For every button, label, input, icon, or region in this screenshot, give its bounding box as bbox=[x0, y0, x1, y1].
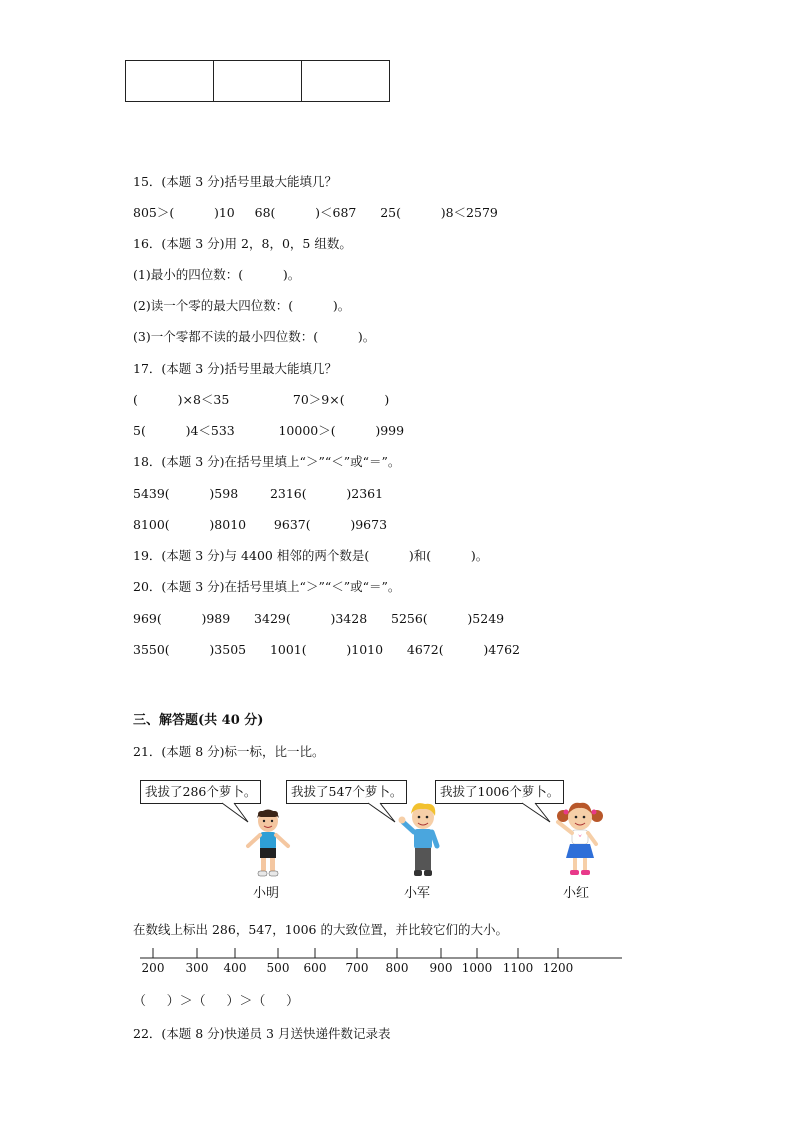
q17-line2[interactable]: 5( )4＜533 10000＞( )999 bbox=[133, 423, 405, 438]
q17-title: 17．(本题 3 分)括号里最大能填几？ bbox=[133, 361, 338, 376]
q15-line1[interactable]: 805＞( )10 68( )＜687 25( )8＜2579 bbox=[133, 205, 498, 220]
name-xiaoming: 小明 bbox=[253, 886, 280, 901]
q20-title: 20．(本题 3 分)在括号里填上“＞”“＜”或“＝”。 bbox=[133, 579, 401, 594]
number-line-tick-label: 1100 bbox=[502, 961, 534, 975]
speech-bubble-xiaojun: 我拔了547个萝卜。 bbox=[286, 780, 407, 804]
number-line-tick-label: 300 bbox=[185, 961, 209, 975]
q20-line2[interactable]: 3550( )3505 1001( )1010 4672( )4762 bbox=[133, 642, 521, 657]
name-xiaohong: 小红 bbox=[563, 886, 590, 901]
section-title: 三、解答题(共 40 分) bbox=[133, 713, 264, 728]
q16-line2[interactable]: (2)读一个零的最大四位数：( )。 bbox=[133, 298, 351, 313]
q21-title: 21．(本题 8 分)标一标，比一比。 bbox=[133, 744, 325, 759]
q18-title: 18．(本题 3 分)在括号里填上“＞”“＜”或“＝”。 bbox=[133, 454, 401, 469]
number-line-tick-label: 900 bbox=[429, 961, 453, 975]
number-line-tick-label: 1200 bbox=[542, 961, 574, 975]
number-line-tick-label: 1000 bbox=[461, 961, 493, 975]
q15-title: 15．(本题 3 分)括号里最大能填几？ bbox=[133, 174, 338, 189]
q18-line2[interactable]: 8100( )8010 9637( )9673 bbox=[133, 517, 388, 532]
q17-line1[interactable]: ( )×8＜35 70＞9×( ) bbox=[133, 392, 390, 407]
compare-answer[interactable]: （ ）＞（ ）＞（ ） bbox=[133, 994, 299, 1009]
number-line-tick-label: 400 bbox=[223, 961, 247, 975]
number-line-tick-label: 200 bbox=[141, 961, 165, 975]
q19-title[interactable]: 19．(本题 3 分)与 4400 相邻的两个数是( )和( )。 bbox=[133, 548, 489, 563]
q18-line1[interactable]: 5439( )598 2316( )2361 bbox=[133, 486, 384, 501]
number-line-tick-label: 500 bbox=[266, 961, 290, 975]
q22-title: 22．(本题 8 分)快递员 3 月送快递件数记录表 bbox=[133, 1026, 391, 1041]
q20-line1[interactable]: 969( )989 3429( )3428 5256( )5249 bbox=[133, 611, 505, 626]
q16-line1[interactable]: (1)最小的四位数：( )。 bbox=[133, 267, 301, 282]
q16-line3[interactable]: (3)一个零都不读的最小四位数：( )。 bbox=[133, 329, 376, 344]
number-line-tick-label: 700 bbox=[345, 961, 369, 975]
speech-bubble-xiaoming: 我拔了286个萝卜。 bbox=[140, 780, 261, 804]
q21-instruction: 在数线上标出 286，547，1006 的大致位置，并比较它们的大小。 bbox=[133, 922, 508, 937]
name-xiaojun: 小军 bbox=[404, 886, 431, 901]
speech-bubble-xiaohong: 我拔了1006个萝卜。 bbox=[435, 780, 564, 804]
number-line-tick-label: 800 bbox=[385, 961, 409, 975]
q16-title: 16．(本题 3 分)用 2，8，0，5 组数。 bbox=[133, 236, 352, 251]
number-line-tick-label: 600 bbox=[303, 961, 327, 975]
